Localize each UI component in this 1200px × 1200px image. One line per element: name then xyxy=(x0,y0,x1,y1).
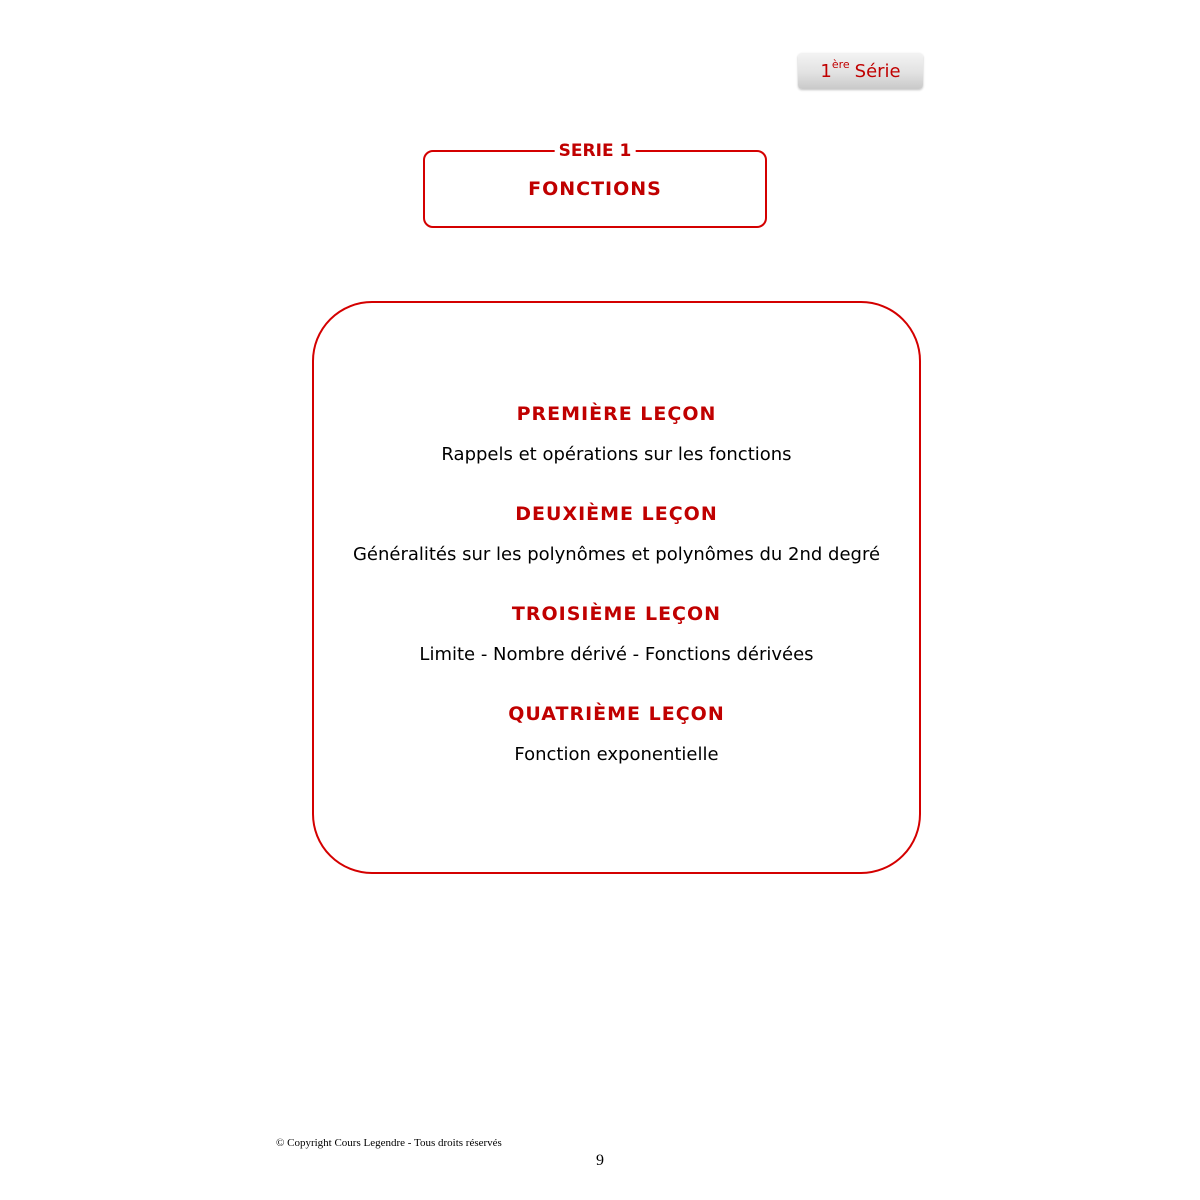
lesson-title: Limite - Nombre dérivé - Fonctions dérivées xyxy=(419,644,814,665)
serie-tab-superscript: ère xyxy=(831,57,850,71)
series-label: SERIE 1 xyxy=(555,141,636,161)
serie-tab-label: Série xyxy=(854,60,901,82)
serie-tab-number: 1 xyxy=(820,60,832,82)
lesson-heading: DEUXIÈME LEÇON xyxy=(515,503,718,525)
copyright-notice: © Copyright Cours Legendre - Tous droits réservés xyxy=(276,1137,502,1149)
lesson-heading: TROISIÈME LEÇON xyxy=(511,603,722,625)
serie-tab-badge xyxy=(798,53,923,89)
lessons-box xyxy=(312,301,921,874)
series-title: FONCTIONS xyxy=(528,178,662,200)
lesson-heading: PREMIÈRE LEÇON xyxy=(516,403,717,425)
lesson-title: Fonction exponentielle xyxy=(514,744,719,765)
lesson-item xyxy=(314,502,919,567)
page-number: 9 xyxy=(596,1152,604,1169)
lesson-item xyxy=(314,402,919,467)
lesson-item xyxy=(314,602,919,667)
series-header-box xyxy=(423,141,767,228)
lesson-title: Généralités sur les polynômes et polynômes du 2nd degré xyxy=(352,544,881,565)
lesson-title: Rappels et opérations sur les fonctions xyxy=(441,444,792,465)
lesson-heading: QUATRIÈME LEÇON xyxy=(508,703,725,725)
lesson-item xyxy=(314,702,919,767)
